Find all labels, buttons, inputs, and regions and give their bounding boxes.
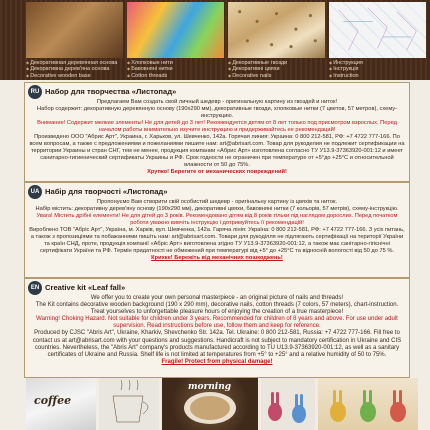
- ru-intro: Предлагаем Вам создать свой личный шедевр - оригинальную картину из гвоздей и ниток!: [96, 99, 338, 105]
- en-intro: We offer you to create your own personal masterpiece - an original picture of nails and threads!: [90, 295, 344, 301]
- instruction-photo: [329, 2, 426, 58]
- title-ru: Набор для творчества «Листопад»: [45, 87, 177, 96]
- bunnies-photo-b: [318, 378, 418, 430]
- section-ru: [24, 82, 410, 182]
- caption-wooden-base: ◆ Декоративная деревянная основа ◆ Декоративна дерев'яна основа ◆ Decorative wooden base: [26, 60, 123, 79]
- badge-ru: RU: [28, 85, 42, 99]
- ua-fragile: Крихке! Бережіть від механічних пошкоджень!: [151, 255, 283, 261]
- product-photo-strip: [0, 0, 430, 80]
- badge-ua: UA: [28, 185, 42, 199]
- ua-intro: Пропонуємо Вам створити свій особистий шедевр - оригінальну картину із цвяхів та ниток.: [96, 199, 338, 205]
- ru-contents: Набор содержит: декоративную деревянную основу (190х290 мм), декоративные гвозди, хлопковые нитки (7 цветов, 57 метров), схему-инструкцию.: [36, 106, 398, 119]
- en-manufacturer: Produced by CJSC "Abris Art", Ukraine, Kharkiv, Shevchenko Str. 142a. Tel. Ukraine: 0 800 212-581, Russia: +7 4722 777-166. Fill free to contact us at art@abrisart.com with your questions and suggestions. Handicraft is not subject to mandatory certification in Ukraine and CIS countries. Nevertheless, the "Abris Art" company's products manufactured according to TU U13.9-37363920-001:12, as well as a sanitary certificates of Ukraine and Russia. Shelf life is not limited at temperatures from +5° to +25° and a relative humidity of 50 to 75%.: [32, 330, 402, 358]
- coffee-text: coffee: [34, 394, 72, 407]
- decorative-nails-photo: [228, 2, 325, 58]
- morning-text: morning: [188, 382, 232, 392]
- example-works-strip: [26, 378, 418, 430]
- wooden-base-photo: [26, 2, 123, 58]
- badge-en: EN: [28, 281, 42, 295]
- cup-string-art-photo: [99, 378, 159, 430]
- section-ua: [24, 182, 410, 278]
- ru-fragile: Хрупко! Берегите от механических повреждений!: [147, 169, 287, 175]
- en-fragile: Fragile! Protect from physical damage!: [161, 358, 273, 365]
- ua-warning: Увага! Містить дрібні елементи! Не для дітей до 3 років. Рекомендовано дітям від 8 років тільки під наглядом дорослих. Перед початком роботи уважно вивчіть інструкцію і дотримуйтесь її рекомендацій!: [36, 213, 398, 226]
- ru-warning: Внимание! Содержит мелкие элементы! Не для детей до 3 лет! Рекомендуется детям от 8 лет только под присмотром взрослых. Перед началом работы внимательно изучите инструкцию и придерживайтесь ее рекомендаций!: [37, 120, 397, 133]
- title-ua: Набір для творчості «Листопад»: [45, 187, 168, 196]
- ua-contents: Набір містить: декоративну дерев'яну основу (190х290 мм), декоративні цвяхи, бавовняні нитки (7 кольорів, 57 метрів), схему-інструкцію.: [35, 206, 399, 212]
- caption-instruction: ◆ Инструкция ◆ Інструкція ◆ Instruction: [329, 60, 426, 79]
- morning-string-art-photo: [162, 378, 258, 430]
- bunnies-photo-a: [261, 378, 315, 430]
- en-contents: The Kit contains decorative wooden background (190 x 290 mm), decorative nails, cotton threads (7 colors, 57 meters), chart-instruction.: [35, 302, 399, 309]
- caption-cotton-threads: ◆ Хлопковые нити ◆ Бавовняні нитки ◆ Cotton threads: [127, 60, 224, 79]
- ru-manufacturer: Произведено ООО "Абрис Арт", Украина, г. Харьков, ул. Шевченко, 142а. Горячая линия: Украина: 0 800 212-581, РФ: +7 4722 777-166. По всем вопросам, а также с предложениями и пожеланиями пишите нам: art@abrisart.com. Товар для рукоделия не подлежит сертификации на территории Украины и стран СНГ, тем не менее, продукция компании «Абрис Арт» изготовлена согласно ТУ У13.9-37363920-001:12 и имеет санитарно-гигиенический сертификаты Украины и РФ. Срок годности не ограничен при температуре от +5°до +25°С и относительной влажности от 50 до 75%.: [29, 134, 405, 168]
- coffee-cup-photo: [26, 378, 96, 430]
- section-en: [24, 278, 410, 378]
- en-treat: Treat yourselves to unforgettable pleasure hours of enjoying the creation of a true masterpiece!: [90, 309, 344, 316]
- caption-decorative-nails: ◆ Декоративные гвозди ◆ Декоративні цвяхи ◆ Decorative nails: [228, 60, 325, 79]
- en-warning: Warning! Choking Hazard. Not suitable for children under 3 years. Recommended for children of 8 years and above. For use under adult supervision. Read instructions before use, follow them and keep for reference.: [36, 316, 398, 330]
- ua-manufacturer: Вироблено ТОВ "Абріс Арт", Україна, м. Харків, вул. Шевченка, 142а. Гаряча лінія: Україна: 0 800 212-581, РФ: +7 4722 777-166. З усіх питань, а також з пропозиціями та побажаннями пишіть нам: art@abrisart.com. Товари для рукоділля не підлягають сертифікації на території України та країн СНД, проте, продукція компанії «Абріс Арт» виготовлена згідно ТУ У13.9-37363920-001:12, а також має санітарно-гігієнічні сертифікати України та РФ. Термін придатності не обмежений при температурі від +5° до +25°С та відносній вологості від 50 до 75 %.: [29, 227, 405, 254]
- cotton-threads-photo: [127, 2, 224, 58]
- title-en: Creative kit «Leaf fall»: [45, 283, 126, 292]
